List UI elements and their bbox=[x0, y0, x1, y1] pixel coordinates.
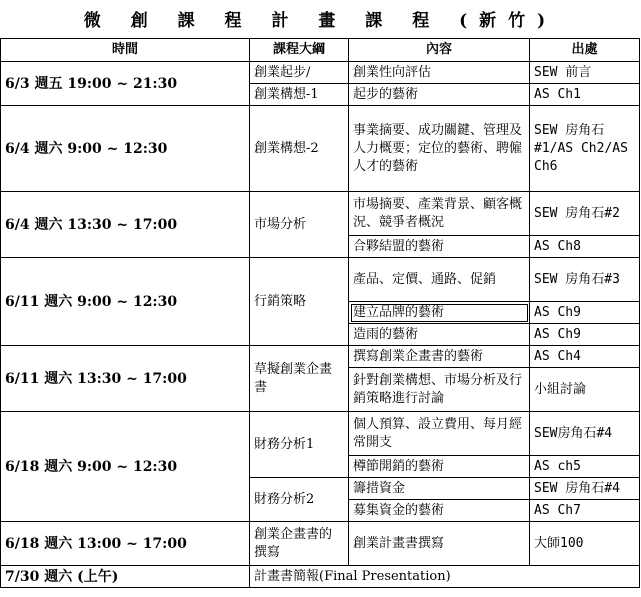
session-time: 6/4 週六 9:00 ~ 12:30 bbox=[1, 106, 250, 192]
source-cell: 小組討論 bbox=[530, 368, 640, 412]
syllabus-cell: 創業企畫書的撰寫 bbox=[250, 522, 349, 566]
content-cell: 募集資金的藝術 bbox=[349, 500, 530, 522]
syllabus-cell: 草擬創業企畫書 bbox=[250, 346, 349, 412]
table-row bbox=[1, 106, 640, 192]
header-syllabus: 課程大綱 bbox=[250, 39, 349, 62]
syllabus-cell: 財務分析2 bbox=[250, 478, 349, 522]
source-cell: SEW 房角石#4 bbox=[530, 478, 640, 500]
table-row bbox=[1, 192, 640, 236]
content-cell: 市場摘要、產業背景、顧客概況、競爭者概況 bbox=[349, 192, 530, 236]
content-cell: 籌措資金 bbox=[349, 478, 530, 500]
table-row bbox=[1, 346, 640, 368]
table-row bbox=[1, 522, 640, 566]
content-cell: 創業性向評估 bbox=[349, 62, 530, 84]
session-time: 6/18 週六 9:00 ~ 12:30 bbox=[1, 412, 250, 522]
table-row bbox=[1, 62, 640, 84]
syllabus-cell: 創業起步/ bbox=[250, 62, 349, 84]
source-cell: AS ch5 bbox=[530, 456, 640, 478]
header-source: 出處 bbox=[530, 39, 640, 62]
session-time: 6/11 週六 13:30 ~ 17:00 bbox=[1, 346, 250, 412]
content-cell: 創業計畫書撰寫 bbox=[349, 522, 530, 566]
table-row bbox=[1, 258, 640, 302]
header-row bbox=[1, 39, 640, 62]
content-cell: 產品、定價、通路、促銷 bbox=[349, 258, 530, 302]
session-time: 6/3 週五 19:00 ~ 21:30 bbox=[1, 62, 250, 106]
source-cell: AS Ch9 bbox=[530, 324, 640, 346]
source-cell: SEW 房角石#3 bbox=[530, 258, 640, 302]
syllabus-cell: 創業構想-2 bbox=[250, 106, 349, 192]
final-presentation-cell: 計畫書簡報(Final Presentation) bbox=[250, 566, 640, 588]
content-cell: 起步的藝術 bbox=[349, 84, 530, 106]
source-cell: AS Ch4 bbox=[530, 346, 640, 368]
session-time: 6/11 週六 9:00 ~ 12:30 bbox=[1, 258, 250, 346]
source-cell: AS Ch7 bbox=[530, 500, 640, 522]
content-cell: 合夥結盟的藝術 bbox=[349, 236, 530, 258]
table-row bbox=[1, 412, 640, 456]
schedule-table bbox=[0, 38, 640, 588]
source-cell: SEW 房角石#2 bbox=[530, 192, 640, 236]
source-cell: SEW 房角石#1/AS Ch2/AS Ch6 bbox=[530, 106, 640, 192]
content-cell: 樽節開銷的藝術 bbox=[349, 456, 530, 478]
syllabus-cell: 行銷策略 bbox=[250, 258, 349, 346]
session-time: 6/4 週六 13:30 ~ 17:00 bbox=[1, 192, 250, 258]
document-title: 微 創 課 程 計 畫 課 程 (新竹) bbox=[83, 11, 558, 31]
content-cell-selected[interactable]: 建立品牌的藝術 bbox=[349, 302, 530, 324]
content-cell: 針對創業構想、市場分析及行銷策略進行討論 bbox=[349, 368, 530, 412]
source-cell: AS Ch8 bbox=[530, 236, 640, 258]
content-cell: 造雨的藝術 bbox=[349, 324, 530, 346]
syllabus-cell: 市場分析 bbox=[250, 192, 349, 258]
session-time: 7/30 週六 (上午) bbox=[1, 566, 250, 588]
content-cell: 事業摘要、成功關鍵、管理及人力概要；定位的藝術、聘僱人才的藝術 bbox=[349, 106, 530, 192]
content-cell: 個人預算、設立費用、每月經常開支 bbox=[349, 412, 530, 456]
syllabus-cell: 創業構想-1 bbox=[250, 84, 349, 106]
source-cell: 大師100 bbox=[530, 522, 640, 566]
source-cell: SEW房角石#4 bbox=[530, 412, 640, 456]
table-row bbox=[1, 566, 640, 588]
header-time: 時間 bbox=[1, 39, 250, 62]
source-cell: AS Ch9 bbox=[530, 302, 640, 324]
session-time: 6/18 週六 13:00 ~ 17:00 bbox=[1, 522, 250, 566]
header-content: 內容 bbox=[349, 39, 530, 62]
source-cell: AS Ch1 bbox=[530, 84, 640, 106]
content-cell: 撰寫創業企畫書的藝術 bbox=[349, 346, 530, 368]
source-cell: SEW 前言 bbox=[530, 62, 640, 84]
syllabus-cell: 財務分析1 bbox=[250, 412, 349, 478]
